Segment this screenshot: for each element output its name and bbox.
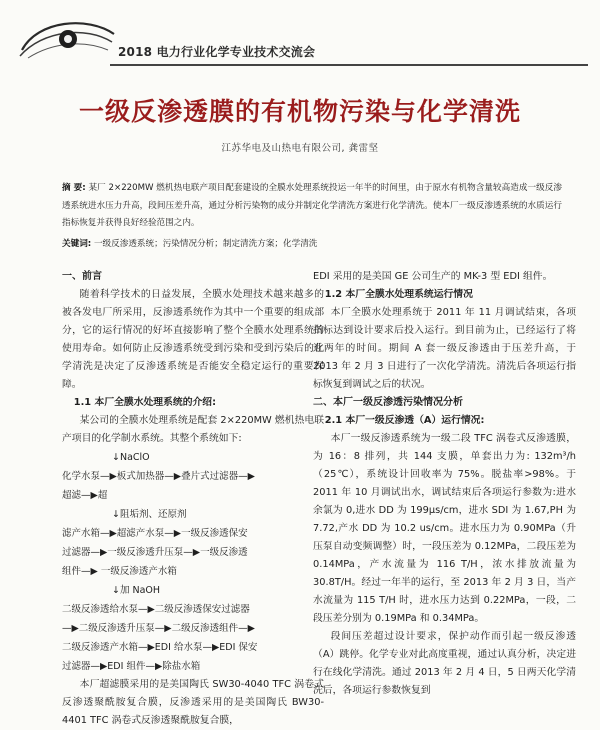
subsection-heading: 1.2 本厂全膜水处理系统运行情况: [324, 289, 473, 300]
paragraph: EDI 采用的是美国 GE 公司生产的 MK-3 型 EDI 组件。: [313, 271, 553, 282]
paragraph: 某公司的全膜水处理系统是配套 2×220MW 燃机热电联产项目的化学制水系统。其整个系统如下:: [62, 415, 324, 444]
abstract-text: 某厂 2×220MW 燃机热电联产项目配套建设的全膜水处理系统投运一年半的时间里，由于原水有机物含量较高造成一级反渗透系统进水压力升高，段间压差升高，通过分析污染物的成分并制定化学清洗方案进行化学清洗。使本厂一级反渗透系统的水质运行指标恢复并获得良好经验范围之内。: [62, 183, 562, 228]
abstract: [62, 180, 562, 233]
flow-step: 超滤—▶超: [62, 490, 108, 501]
flow-step: —▶二级反渗透升压泵—▶二级反渗透组件—▶: [62, 623, 255, 634]
paragraph: 本厂全膜水处理系统于 2011 年 11 月调试结束，各项指标达到设计要求后投入运行。到目前为止，已经运行了将近两年的时间。期间 A 套一级反渗透由于压差升高，于 2013 年 2 月 3 日进行了一次化学清洗。清洗后各项运行指标恢复到调试之后的状况。: [313, 307, 576, 390]
header-divider: [110, 64, 588, 66]
paper-author: 江苏华电及山热电有限公司, 龚雷坚: [221, 143, 379, 154]
conference-logo-icon: [18, 12, 118, 62]
flow-step: 过滤器—▶EDI 组件—▶除盐水箱: [62, 661, 201, 672]
paper-title: 一级反渗透膜的有机物污染与化学清洗: [78, 97, 521, 126]
flow-step: ↓加 NaOH: [112, 585, 161, 596]
page-header: [18, 12, 588, 72]
keywords: [62, 237, 562, 249]
flow-step: ↓NaClO: [112, 452, 150, 463]
subsection-heading: 1.1 本厂全膜水处理系统的介绍:: [73, 397, 216, 408]
section-heading: 一、前言: [62, 271, 102, 282]
section-heading: 二、本厂一级反渗透污染情况分析: [313, 397, 463, 408]
abstract-label: 摘 要:: [62, 183, 86, 193]
paragraph: 本厂一级反渗透系统为一级二段 TFC 涡卷式反渗透膜，为 16：8 排列，共 144 支膜，单套出力为: 132m³/h（25℃），系统设计回收率为 75%。脱盐率>98%。于 2011 年 10 月调试出水，调试结束后各项运行参数为:进水余氯为 0,进水 DD 为 199μs/cm，进水 SDI 为 1.67,PH 为 7.72,产水 DD 为 10.2 us/cm。进水压力为 0.90MPa（升压泵自动变频调整）时，一段压差为 0.12MPa，二段压差为 0.14MPa，产水流量为 116 T/H，浓水排放流量为 30.8T/H。经过一年半的运行，至 2013 年 2 月 3 日，当产水流量为 115 T/H 时，进水压力达到 0.22MPa，一段，二段压差分别为 0.19MPa 和 0.34MPa。: [313, 433, 576, 624]
conference-title: 2018 电力行业化学专业技术交流会: [118, 45, 316, 59]
keywords-label: 关键词:: [62, 239, 92, 249]
subsection-heading: 2.1 本厂一级反渗透（A）运行情况:: [324, 415, 485, 426]
right-column: [313, 268, 576, 700]
keywords-text: 一级反渗透系统；污染情况分析；制定清洗方案；化学清洗: [93, 239, 318, 249]
left-column: [62, 268, 324, 730]
paragraph: 本厂超滤膜采用的是美国陶氏 SW30-4040 TFC 涡卷式反渗透聚酰胺复合膜，反渗透采用的是美国陶氏 BW30-4401 TFC 涡卷式反渗透聚酰胺复合膜，: [62, 679, 324, 726]
flow-step: 二级反渗透给水泵—▶二级反渗透保安过滤器: [62, 604, 250, 615]
paragraph: 随着科学技术的日益发展，全膜水处理技术越来越多的被各发电厂所采用，反渗透系统作为其中一个重要的组成部分，它的运行情况的好坏直接影响了整个全膜水处理系统的使用寿命。如何防止反渗透系统受到污染和受到污染后的化学清洗是决定了反渗透系统是否能安全稳定运行的重要保障。: [62, 289, 324, 390]
flow-step: 化学水泵—▶板式加热器—▶叠片式过滤器—▶: [62, 471, 255, 482]
paragraph: 段间压差超过设计要求，保护动作而引起一级反渗透（A）跳停。化学专业对此高度重视，通过认真分析，决定进行在线化学清洗。通过 2013 年 2 月 4 日，5 日两天化学清洗后，各项运行参数恢复到: [313, 631, 576, 696]
flow-step: 过滤器—▶一级反渗透升压泵—▶一级反渗透: [62, 547, 248, 558]
flow-step: ↓阻垢剂、还原剂: [112, 509, 187, 520]
flow-step: 滤产水箱—▶超滤产水泵—▶一级反渗透保安: [62, 528, 248, 539]
flow-step: 二级反渗透产水箱—▶EDI 给水泵—▶EDI 保安: [62, 642, 258, 653]
flow-step: 组件—▶ 一级反渗透产水箱: [62, 566, 177, 577]
